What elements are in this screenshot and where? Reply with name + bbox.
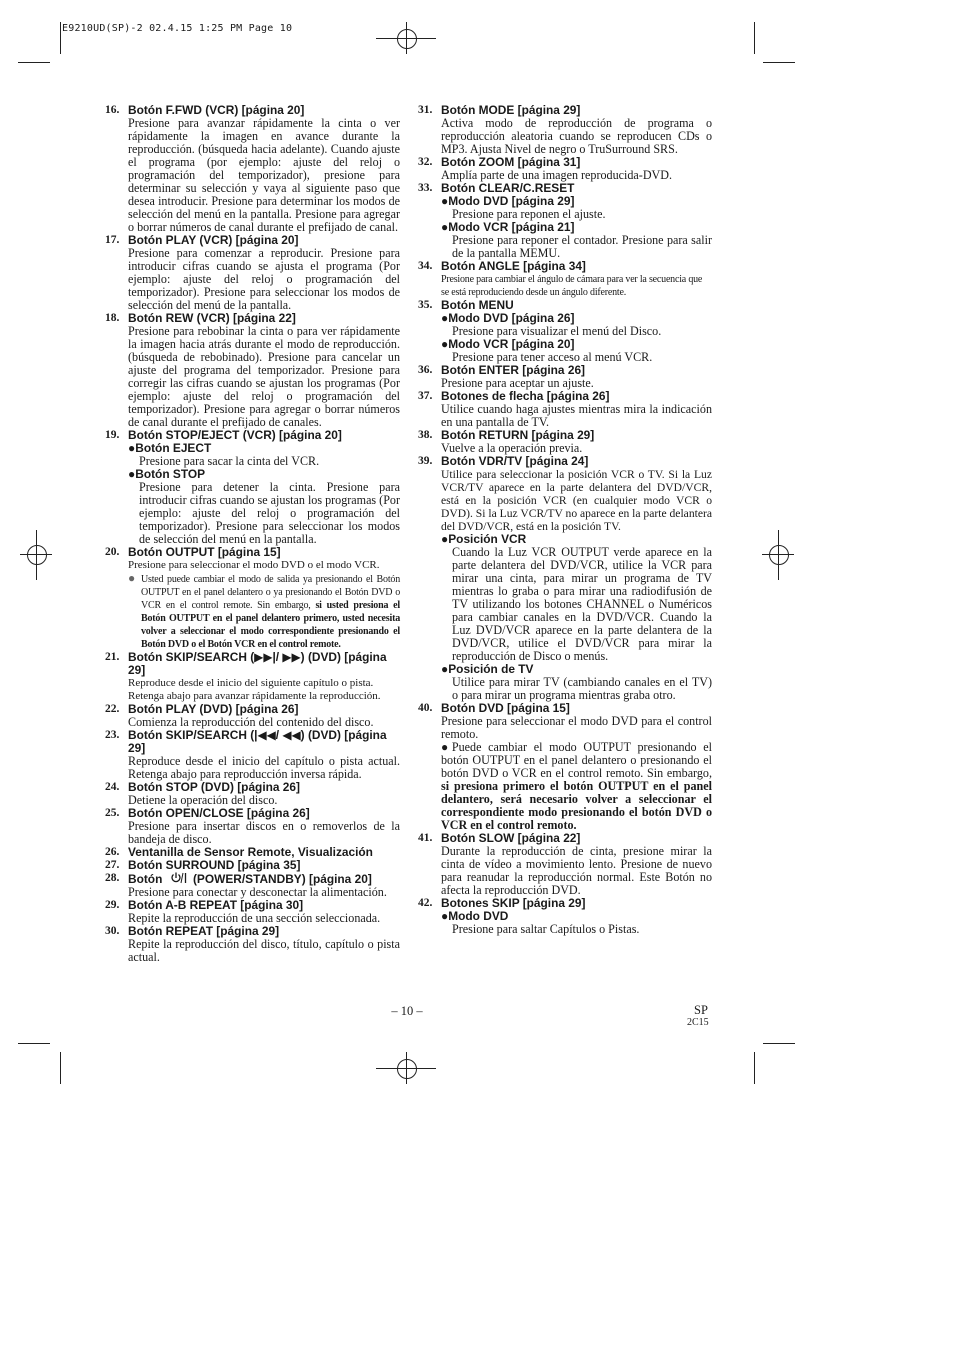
item-description: Vuelve a la operación previa. xyxy=(441,441,583,455)
item-description: Utilice para seleccionar la posición VCR o TV. Si la Luz VCR/TV aparece en la parte delantera del DVD/VCR, está en la posición VCR (en cualquier modo VCR o DVD). Si la Luz VCR/TV no aparece en la parte delantera del DVD/VCR, está en la posición TV. xyxy=(441,468,712,533)
bullet-icon: ● xyxy=(441,532,449,546)
item-number: 26. xyxy=(105,846,120,858)
item-description: Presione para insertar discos en o removerlos de la bandeja de disco. xyxy=(128,819,400,846)
item-description: Repite la reproducción del disco, título, capítulo o pista actual. xyxy=(128,937,400,964)
item-title: Botón OUTPUT [página 15] xyxy=(128,545,281,559)
list-item xyxy=(105,807,400,846)
item-title: Botón MENU xyxy=(441,298,514,312)
item-number: 37. xyxy=(418,390,433,402)
item-number: 31. xyxy=(418,104,433,116)
sub-description: Presione para reponer el contador. Presione para salir de la pantalla MEMU. xyxy=(452,233,712,260)
item-number: 25. xyxy=(105,807,120,819)
page-number: – 10 – xyxy=(391,1004,423,1018)
sub-title: Modo VCR [página 20] xyxy=(448,337,575,351)
item-title: Botón OPEN/CLOSE [página 26] xyxy=(128,806,310,820)
sub-description: Presione para reponen el ajuste. xyxy=(452,207,606,221)
sub-title: Botón EJECT xyxy=(135,441,212,455)
item-title: Botón ZOOM [página 31] xyxy=(441,155,581,169)
item-description: Detiene la operación del disco. xyxy=(128,793,278,807)
crop-mark xyxy=(754,1052,755,1084)
item-number: 34. xyxy=(418,260,433,272)
item-number: 22. xyxy=(105,703,120,715)
item-description: Comienza la reproducción del contenido del disco. xyxy=(128,715,374,729)
sub-title: Botón STOP xyxy=(135,467,206,481)
bullet-icon: ● xyxy=(128,467,136,481)
bullet-icon: ● xyxy=(441,220,449,234)
item-description: Repite la reproducción de una sección seleccionada. xyxy=(128,911,381,925)
sub-description: Utilice para mirar TV (cambiando canales en el TV) o para mirar un programa mientras graba otro. xyxy=(452,675,712,702)
sub-title: Modo DVD [página 29] xyxy=(448,194,575,208)
item-title: Ventanilla de Sensor Remote, Visualización xyxy=(128,845,373,859)
item-description: Reproduce desde el inicio del siguiente capítulo o pista. Retenga abajo para avanzar rápidamente la reproducción. xyxy=(128,677,381,702)
item-description: Durante la reproducción de cinta, presione mirar la cinta de vídeo a movimiento lento. Presione de nuevo para reanudar la reproducción normal. Este Botón no afecta la reproducción DVD. xyxy=(441,844,712,897)
list-item xyxy=(418,260,712,299)
item-number: 40. xyxy=(418,702,433,714)
item-description: Reproduce desde el inicio del capítulo o pista actual. Retenga abajo para reproducción inversa rápida. xyxy=(128,754,400,781)
item-number: 19. xyxy=(105,429,120,441)
crop-mark xyxy=(763,62,795,63)
power-icon xyxy=(168,872,188,884)
list-item xyxy=(418,429,712,455)
list-item xyxy=(418,702,712,832)
item-number: 42. xyxy=(418,897,433,909)
item-note: ●Puede cambiar el modo OUTPUT presionando el botón OUTPUT en el panel delantero o presionando el botón DVD o VCR en el control remoto. Sin embargo, si presiona primero el botón OUTPUT en el panel delantero, será necesario volver a seleccionar el correspondiente modo presionando el botón DVD o VCR en el control remoto. xyxy=(441,740,713,832)
list-item xyxy=(105,234,400,312)
sub-title: Modo DVD [página 26] xyxy=(448,311,575,325)
sub-description: Presione para visualizar el menú del Disco. xyxy=(452,324,662,338)
item-number: 36. xyxy=(418,364,433,376)
crop-mark xyxy=(18,1043,50,1044)
item-number: 27. xyxy=(105,859,120,871)
item-description: Presione para comenzar a reproducir. Presione para introducir cifras cuando se ajusta el programa (Por ejemplo: ajuste del reloj o programación del temporizador). Presione para seleccionar los modos de selección del menú de la pantalla. xyxy=(128,246,400,312)
bullet-icon: ● xyxy=(441,740,452,754)
item-description: Presione para aceptar un ajuste. xyxy=(441,376,594,390)
item-number: 17. xyxy=(105,234,120,246)
list-item xyxy=(105,925,400,964)
document-code: 2C15 xyxy=(687,1017,709,1028)
item-number: 28. xyxy=(105,872,120,884)
bullet-icon: ● xyxy=(441,662,449,676)
print-slug: E9210UD(SP)-2 02.4.15 1:25 PM Page 10 xyxy=(62,23,293,34)
item-title: Botón STOP/EJECT (VCR) [página 20] xyxy=(128,428,342,442)
sub-description: Presione para detener la cinta. Presione para introducir cifras cuando se ajustan los programas (Por ejemplo: ajuste del reloj o programación del temporizador). Presione para seleccionar los modos de selección del menú en la pantalla. xyxy=(139,480,400,546)
list-item xyxy=(105,312,400,429)
registration-mark xyxy=(36,530,37,580)
sub-description: Presione para sacar la cinta del VCR. xyxy=(139,454,320,468)
item-title: Botón REPEAT [página 29] xyxy=(128,924,280,938)
right-column xyxy=(418,104,712,936)
item-title: Botón ENTER [página 26] xyxy=(441,363,586,377)
item-description: Amplía parte de una imagen reproducida-DVD. xyxy=(441,168,673,182)
item-title: Botón PLAY (DVD) [página 26] xyxy=(128,702,299,716)
list-item xyxy=(105,546,400,651)
list-item xyxy=(105,651,400,703)
item-number: 39. xyxy=(418,455,433,467)
item-number: 24. xyxy=(105,781,120,793)
item-number: 32. xyxy=(418,156,433,168)
item-title: Botón SLOW [página 22] xyxy=(441,831,581,845)
list-item xyxy=(105,703,400,729)
sub-title: Modo DVD xyxy=(448,909,509,923)
list-item xyxy=(418,156,712,182)
item-number: 38. xyxy=(418,429,433,441)
list-item xyxy=(418,104,712,156)
language-code: SP xyxy=(694,1003,708,1017)
item-number: 35. xyxy=(418,299,433,311)
registration-mark xyxy=(769,545,789,565)
bullet-icon: ● xyxy=(441,194,449,208)
sub-description: Cuando la Luz VCR OUTPUT verde aparece en la parte delantera del DVD/VCR, utilice la VCR para mirar una cinta, para mirar un programa de TV mientras lo graba o para mirar una radiodifusión de TV utilizando los botones CHANNEL o Numéricos para cambiar canales en la DVD/VCR. Cuando la Luz DVD/VCR aparece en la parte delantera de la DVD/VCR, utilice el DVD/VCR para mirar la reproducción de Disco o menús. xyxy=(452,545,712,663)
list-item xyxy=(418,182,712,260)
item-number: 33. xyxy=(418,182,433,194)
item-title: Botón (POWER/STANDBY) [página 20] xyxy=(128,872,372,886)
item-title: Botón DVD [página 15] xyxy=(441,701,570,715)
list-item xyxy=(418,455,712,702)
list-item xyxy=(105,872,400,899)
sub-title: Posición de TV xyxy=(448,662,534,676)
bullet-icon: ● xyxy=(441,909,449,923)
list-item xyxy=(418,897,712,936)
item-number: 23. xyxy=(105,729,120,741)
item-title: Botón REW (VCR) [página 22] xyxy=(128,311,296,325)
list-item xyxy=(105,104,400,234)
item-title: Botón SKIP/SEARCH (|◀◀/ ◀◀) (DVD) [página 29] xyxy=(128,728,387,755)
item-title: Botón VDR/TV [página 24] xyxy=(441,454,589,468)
item-number: 16. xyxy=(105,104,120,116)
list-item xyxy=(418,364,712,390)
item-note: ● Usted puede cambiar el modo de salida ya presionando el Botón OUTPUT en el panel delantero o ya presionando el Botón DVD o VCR en el control remote. Sin embargo, si usted presiona el Botón OUTPUT en el panel delantero primero, usted necesita volver a seleccionar el modo correspondiente presionando el Botón DVD o el Botón VCR en el control remote. xyxy=(128,571,400,650)
sub-title: Posición VCR xyxy=(448,532,527,546)
item-number: 29. xyxy=(105,899,120,911)
item-description: Utilice cuando haga ajustes mientras mira la indicación en una pantalla de TV. xyxy=(441,402,712,429)
sub-title: Modo VCR [página 21] xyxy=(448,220,575,234)
item-title: Botón SKIP/SEARCH (▶▶|/ ▶▶) (DVD) [página 29] xyxy=(128,650,387,677)
crop-mark xyxy=(763,1043,795,1044)
item-description: Presione para seleccionar el modo DVD para el control remoto. xyxy=(441,714,712,741)
registration-mark xyxy=(397,29,417,49)
bullet-icon: ● xyxy=(128,441,136,455)
sub-description: Presione para tener acceso al menú VCR. xyxy=(452,350,653,364)
item-number: 30. xyxy=(105,925,120,937)
registration-mark xyxy=(397,1059,417,1079)
crop-mark xyxy=(754,22,755,54)
registration-mark xyxy=(778,530,779,580)
item-title: Botón RETURN [página 29] xyxy=(441,428,595,442)
item-title: Botones de flecha [página 26] xyxy=(441,389,610,403)
item-number: 21. xyxy=(105,651,120,663)
item-title: Botón CLEAR/C.RESET xyxy=(441,181,575,195)
item-description: Activa modo de reproducción de programa o reproducción aleatoria cuando se reproducen CDs o MP3. Ajusta Nivel de negro o TruSurround SRS. xyxy=(441,116,712,156)
item-title: Botón F.FWD (VCR) [página 20] xyxy=(128,103,305,117)
registration-mark xyxy=(406,22,407,54)
item-title: Botón ANGLE [página 34] xyxy=(441,259,586,273)
item-title: Botón MODE [página 29] xyxy=(441,103,581,117)
item-title: Botón SURROUND [página 35] xyxy=(128,858,301,872)
item-number: 18. xyxy=(105,312,120,324)
crop-mark xyxy=(18,62,50,63)
bullet-icon: ● xyxy=(441,311,449,325)
registration-mark xyxy=(406,1052,407,1084)
bullet-icon: ● xyxy=(128,571,136,585)
item-description: Presione para seleccionar el modo DVD o el modo VCR. xyxy=(128,559,380,571)
crop-mark xyxy=(60,22,61,54)
crop-mark xyxy=(60,1052,61,1084)
list-item xyxy=(418,832,712,897)
item-title: Botones SKIP [página 29] xyxy=(441,896,586,910)
item-title: Botón A-B REPEAT [página 30] xyxy=(128,898,304,912)
sub-description: Presione para saltar Capítulos o Pistas. xyxy=(452,922,640,936)
list-item xyxy=(105,729,400,781)
left-column xyxy=(105,104,400,964)
item-description: Presione para avanzar rápidamente la cinta o ver rápidamente la imagen en avance durante la reproducción. (búsqueda hacia adelante). Cuando ajuste el programa (por ejemplo: ajuste del reloj o programación del temporizador), presione para determinar su selección y vaya al siguiente paso que desea introducir. Presione para determinar los modos de selección del menú en la pantalla. Presione para agregar o borrar números de canal durante el prefijado de canal. xyxy=(128,116,400,234)
item-description: Presione para conectar y desconectar la alimentación. xyxy=(128,885,387,899)
item-title: Botón STOP (DVD) [página 26] xyxy=(128,780,300,794)
list-item xyxy=(105,899,400,925)
list-item xyxy=(418,390,712,429)
list-item xyxy=(105,859,400,872)
item-description: Presione para cambiar el ángulo de cámara para ver la secuencia que se está reproduciendo desde un ángulo diferente. xyxy=(441,274,703,298)
item-number: 20. xyxy=(105,546,120,558)
list-item xyxy=(105,429,400,546)
list-item xyxy=(418,299,712,364)
list-item xyxy=(105,781,400,807)
bullet-icon: ● xyxy=(441,337,449,351)
item-description: Presione para rebobinar la cinta o para ver rápidamente la imagen hacia atrás durante el modo de reproducción. (búsqueda de rebobinado). Presione para cancelar un ajuste del programa del temporizador. Presione para corregir las cifras cuando se ajustan los programas (Por ejemplo: ajuste del reloj o programación del temporizador). Presione para agregar o borrar números de canal durante el prefijado de canales. xyxy=(128,324,400,429)
item-title: Botón PLAY (VCR) [página 20] xyxy=(128,233,299,247)
registration-mark xyxy=(27,545,47,565)
item-number: 41. xyxy=(418,832,433,844)
